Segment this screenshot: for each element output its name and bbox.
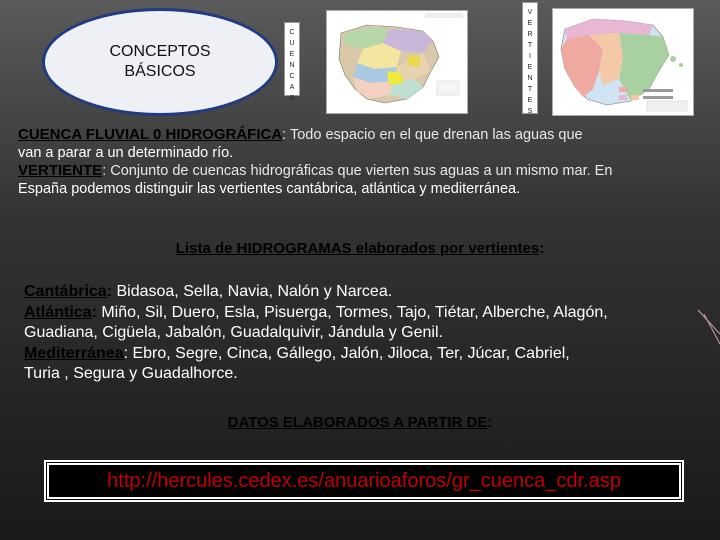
cuencas-letter: E — [289, 51, 295, 58]
cuencas-letter: C — [289, 29, 295, 36]
definition-vertiente-text: : Conjunto de cuencas hidrográficas que vierten sus aguas a un mismo mar. En — [102, 163, 613, 179]
cantabrica-rivers: Bidasoa, Sella, Navia, Nalón y Narcea. — [112, 283, 393, 300]
source-url-link[interactable]: http://hercules.cedex.es/anuarioaforos/gr_cuenca_cdr.asp — [107, 469, 621, 492]
source-url-box — [44, 460, 684, 502]
cuencas-letter: S — [289, 95, 295, 102]
list-item-mediterranea — [24, 344, 700, 365]
vertientes-letter: S — [527, 108, 533, 115]
vertientes-letter: N — [527, 75, 533, 82]
vertientes-letter: E — [527, 64, 533, 71]
vertientes-vertical-label — [522, 2, 538, 114]
mediterranea-rivers: : Ebro, Segre, Cinca, Gállego, Jalón, Jiloca, Ter, Júcar, Cabriel, — [123, 344, 570, 362]
vertientes-letter: T — [527, 42, 533, 49]
vertientes-letter: E — [527, 97, 533, 104]
source-heading — [0, 414, 720, 431]
atlantica-rivers: Miño, Sil, Duero, Esla, Pisuerga, Tormes, Tajo, Tiétar, Alberche, Alagón, — [96, 303, 608, 321]
atlantica-rivers-continued: Guadiana, Cigüela, Jabalón, Guadalquivir, Jándula y Genil. — [24, 324, 443, 341]
term-atlantica: Atlántica — [24, 303, 92, 321]
source-heading-colon: : — [487, 414, 493, 431]
cuencas-letter: N — [289, 62, 295, 69]
definition-vertiente-continued: España podemos distinguir las vertientes cantábrica, atlántica y mediterránea. — [18, 181, 521, 197]
term-cuenca: CUENCA FLUVIAL 0 HIDROGRÁFICA — [18, 126, 283, 143]
definition-cuenca — [18, 126, 694, 144]
cuencas-letter: C — [289, 73, 295, 80]
definition-cuenca-text: : Todo espacio en el que drenan las aguas que — [282, 127, 583, 143]
list-heading-colon: : — [539, 240, 545, 257]
definition-vertiente — [18, 162, 694, 180]
cuencas-letter: A — [289, 84, 295, 91]
list-heading — [0, 240, 720, 257]
title-line-1: CONCEPTOS — [109, 43, 211, 60]
title-line-2: BÁSICOS — [124, 63, 196, 80]
vertientes-letter: E — [527, 20, 533, 27]
vertientes-letter: V — [527, 9, 533, 16]
vertientes-letter: T — [527, 86, 533, 93]
cuencas-letter: U — [289, 40, 295, 47]
cantabrica-colon: : — [106, 283, 113, 300]
mediterranea-rivers-continued: Turia , Segura y Guadalhorce. — [24, 365, 238, 382]
river-basins-map — [326, 10, 468, 114]
term-vertiente: VERTIENTE — [18, 162, 103, 179]
source-heading-text: DATOS ELABORADOS A PARTIR DE — [227, 414, 488, 431]
atlantica-colon: : — [91, 303, 97, 321]
list-item-atlantica — [24, 303, 700, 324]
list-heading-text: Lista de HIDROGRAMAS elaborados por vertientes — [175, 240, 540, 257]
cuencas-vertical-label — [284, 22, 300, 102]
term-mediterranea: Mediterránea — [24, 344, 124, 362]
term-cantabrica: Cantábrica — [24, 283, 107, 300]
definitions-block — [18, 126, 694, 198]
drainage-slopes-map — [552, 8, 694, 116]
definition-cuenca-continued: van a parar a un determinado río. — [18, 145, 234, 161]
title-bubble — [42, 8, 278, 116]
river-list — [24, 282, 700, 385]
vertientes-letter: I — [529, 53, 531, 60]
list-item-cantabrica — [24, 282, 700, 303]
vertientes-letter: R — [527, 31, 533, 38]
decorative-lines — [696, 300, 720, 360]
